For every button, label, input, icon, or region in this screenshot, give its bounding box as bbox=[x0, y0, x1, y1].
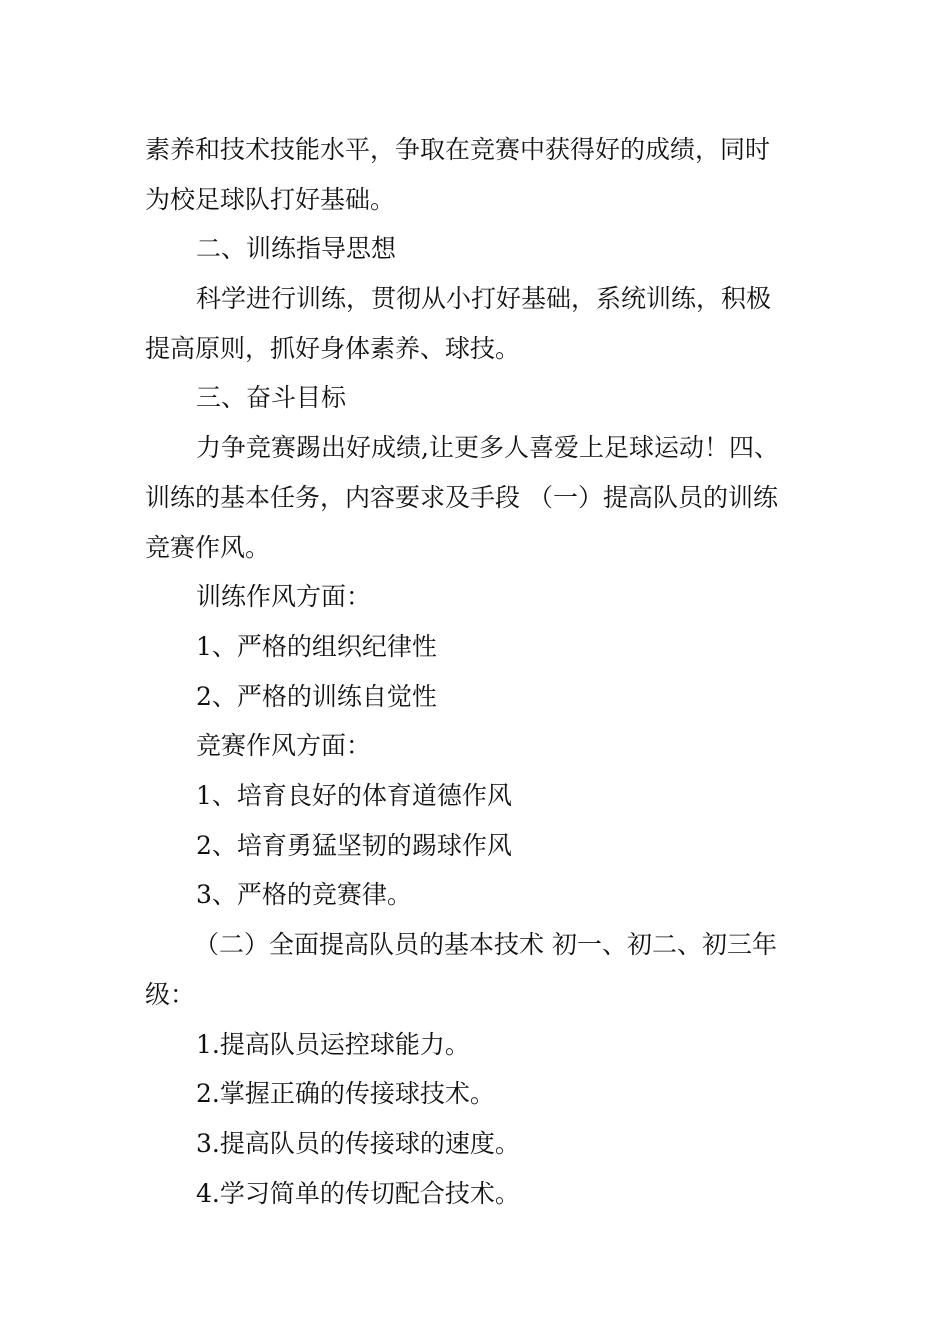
paragraph-line: 提高原则，抓好身体素养、球技。 bbox=[145, 334, 521, 363]
list-item: 2.掌握正确的传接球技术。 bbox=[196, 1079, 495, 1108]
list-item: 1、严格的组织纪律性 bbox=[196, 632, 437, 661]
list-item: 2、严格的训练自觉性 bbox=[196, 682, 437, 711]
paragraph-line: 素养和技术技能水平，争取在竞赛中获得好的成绩，同时 bbox=[145, 135, 771, 164]
subsection-heading: 竞赛作风方面： bbox=[196, 731, 372, 760]
paragraph-line: 为校足球队打好基础。 bbox=[145, 185, 396, 214]
list-item: 4.学习简单的传切配合技术。 bbox=[196, 1179, 520, 1208]
paragraph-line: （二）全面提高队员的基本技术 初一、初二、初三年 bbox=[194, 930, 777, 959]
paragraph-line: 力争竞赛踢出好成绩,让更多人喜爱上足球运动！四、 bbox=[196, 433, 779, 462]
list-item: 2、培育勇猛坚韧的踢球作风 bbox=[196, 831, 512, 860]
list-item: 1、培育良好的体育道德作风 bbox=[196, 781, 512, 810]
paragraph-line: 训练的基本任务，内容要求及手段 （一）提高队员的训练 bbox=[145, 483, 778, 512]
subsection-heading: 训练作风方面： bbox=[196, 582, 372, 611]
paragraph-line: 竞赛作风。 bbox=[145, 533, 271, 562]
list-item: 3.提高队员的传接球的速度。 bbox=[196, 1129, 520, 1158]
list-item: 3、严格的竞赛律。 bbox=[196, 880, 412, 909]
paragraph-line: 级： bbox=[145, 980, 196, 1009]
paragraph-line: 科学进行训练，贯彻从小打好基础，系统训练，积极 bbox=[196, 284, 772, 313]
section-heading: 三、奋斗目标 bbox=[196, 383, 347, 412]
section-heading: 二、训练指导思想 bbox=[196, 234, 397, 263]
list-item: 1.提高队员运控球能力。 bbox=[196, 1030, 470, 1059]
